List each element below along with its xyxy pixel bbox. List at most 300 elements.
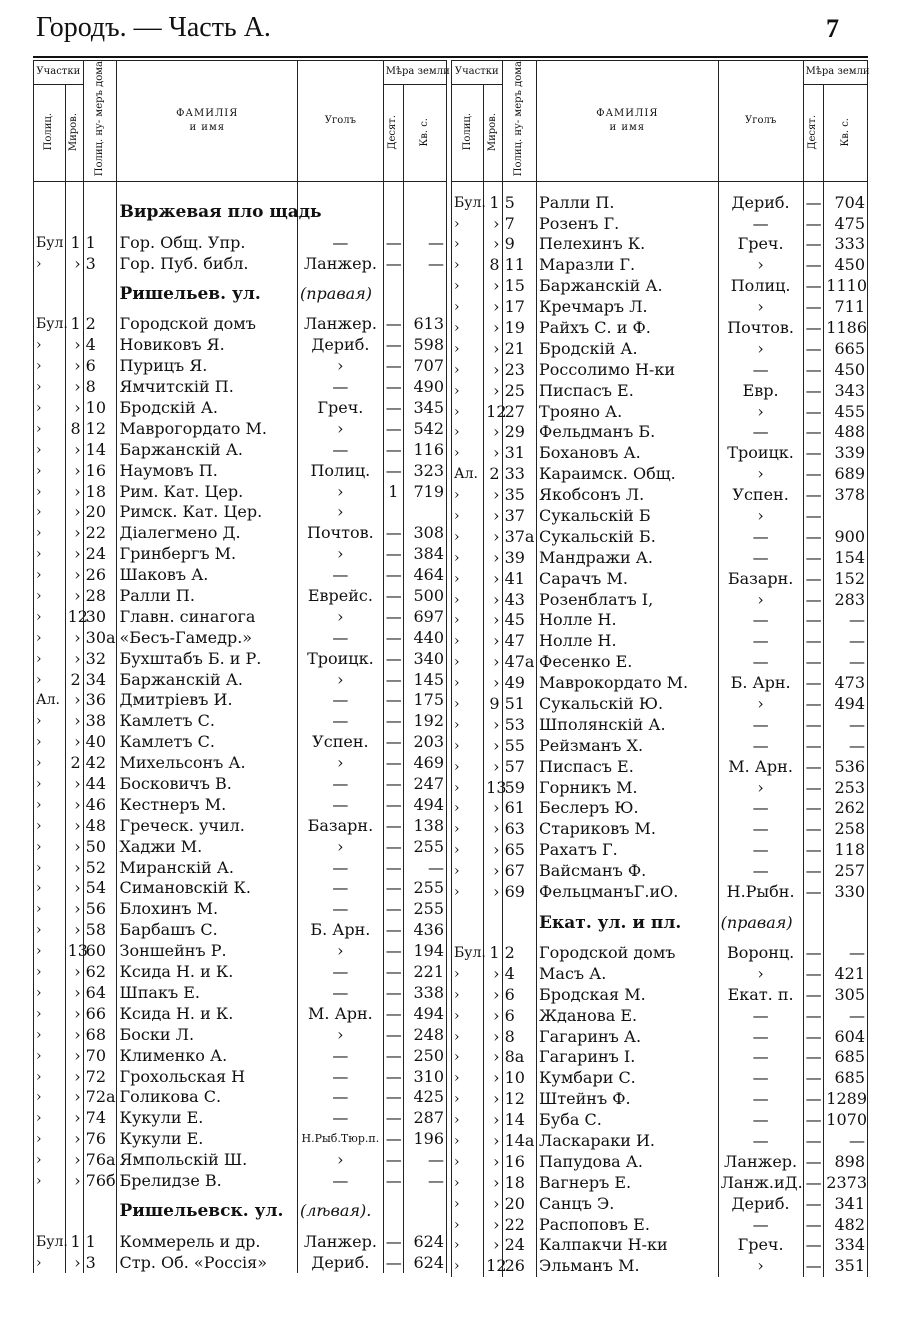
house-number-cell: 72 [83,1066,117,1087]
owner-name-cell: Жданова Е. [537,1005,719,1026]
house-number-cell: 19 [502,318,536,339]
corner-cell: Ланж.иД. [718,1172,803,1193]
register-row [34,1024,447,1045]
desyat-cell: — [803,422,824,443]
desyat-cell: — [803,861,824,882]
register-row [452,506,868,527]
corner-cell: › [298,669,384,690]
area-cell: 343 [824,380,868,401]
corner-cell: — [298,690,384,711]
owner-name-cell: Беслеръ Ю. [537,798,719,819]
uchastok-cell: › [34,669,66,690]
area-cell: 1070 [824,1110,868,1131]
uchastok-cell: › [452,589,484,610]
corner-cell: › [298,356,384,377]
owner-name-cell: Вагнеръ Е. [537,1172,719,1193]
desyat-cell: — [803,1131,824,1152]
register-row [34,253,447,274]
house-number-cell: 69 [502,882,536,903]
desyat-cell: 1 [383,481,403,502]
register-row [34,920,447,941]
register-row [452,882,868,903]
area-cell: 1186 [824,318,868,339]
owner-name-cell: Дмитріевъ И. [117,690,298,711]
house-number-cell: 3 [83,253,117,274]
desyat-cell: — [803,1047,824,1068]
area-cell: 624 [404,1231,447,1252]
register-row [452,359,868,380]
mirov-cell: › [65,1045,83,1066]
area-cell: — [824,610,868,631]
desyat-cell: — [803,1256,824,1277]
owner-name-cell: Главн. синагога [117,606,298,627]
owner-name-cell: Стр. Об. «Россія» [117,1252,298,1273]
area-cell: 283 [824,589,868,610]
house-number-cell: 23 [502,359,536,380]
mirov-cell: 8 [484,255,502,276]
area-cell: 330 [824,882,868,903]
empty-cell [824,903,868,943]
empty-cell [383,182,403,193]
area-cell: 473 [824,673,868,694]
desyat-cell: — [383,941,403,962]
desyat-cell: — [383,232,403,253]
uchastok-cell: › [452,1089,484,1110]
house-number-cell: 27 [502,401,536,422]
area-cell: — [824,652,868,673]
uchastok-cell: › [34,1171,66,1192]
corner-cell: › [298,941,384,962]
desyat-cell: — [803,297,824,318]
area-cell: 384 [404,544,447,565]
col-header-kv-s: Кв. с. [404,84,447,181]
area-cell: 685 [824,1047,868,1068]
desyat-cell: — [383,1150,403,1171]
register-row [34,377,447,398]
owner-name-cell: Писпасъ Е. [537,756,719,777]
desyat-cell: — [383,606,403,627]
street-section-row [34,274,447,314]
corner-cell: Греч. [298,398,384,419]
uchastok-cell: › [34,836,66,857]
register-row [452,380,868,401]
desyat-cell: — [383,1231,403,1252]
mirov-cell: › [65,1150,83,1171]
corner-cell: › [718,589,803,610]
mirov-cell: › [484,1235,502,1256]
uchastok-cell: › [452,1005,484,1026]
owner-name-cell: Ямчитскій П. [117,377,298,398]
house-number-cell: 6 [83,356,117,377]
area-cell: — [404,1150,447,1171]
uchastok-cell: › [452,380,484,401]
desyat-cell: — [383,1108,403,1129]
house-number-cell: 30 [83,606,117,627]
mirov-cell: 13 [484,777,502,798]
col-header-mirov: Миров. [484,84,502,181]
empty-cell [117,182,298,193]
desyat-cell: — [803,1089,824,1110]
uchastok-cell: › [34,983,66,1004]
uchastok-cell: › [34,753,66,774]
register-row [34,1150,447,1171]
register-row [452,673,868,694]
register-row [452,1026,868,1047]
register-row [452,297,868,318]
area-cell: 255 [404,836,447,857]
register-row [34,941,447,962]
area-cell: 333 [824,234,868,255]
corner-cell: — [298,1108,384,1129]
owner-name-cell: Бохановъ А. [537,443,719,464]
corner-cell: — [718,1214,803,1235]
desyat-cell: — [383,920,403,941]
owner-name-cell: Коммерель и др. [117,1231,298,1252]
register-row [452,963,868,984]
corner-cell: Воронц. [718,943,803,964]
house-number-cell: 57 [502,756,536,777]
mirov-cell: › [65,335,83,356]
register-row [34,314,447,335]
col-header-ugol: Уголъ [718,61,803,182]
desyat-cell: — [383,857,403,878]
corner-cell: — [718,422,803,443]
mirov-cell: › [484,798,502,819]
area-cell: 900 [824,526,868,547]
house-number-cell: 60 [83,941,117,962]
register-row [452,777,868,798]
left-register-table [33,60,450,1273]
desyat-cell: — [803,694,824,715]
house-number-cell: 22 [83,523,117,544]
corner-cell: › [298,544,384,565]
register-row [34,460,447,481]
area-cell: 425 [404,1087,447,1108]
area-cell: 310 [404,1066,447,1087]
col-header-polits: Полиц. [452,84,484,181]
mirov-cell: › [484,1214,502,1235]
owner-name-cell: Шаковъ А. [117,565,298,586]
register-row [34,1171,447,1192]
area-cell: — [404,857,447,878]
register-row [34,983,447,1004]
uchastok-cell: › [452,1151,484,1172]
uchastok-cell: › [452,882,484,903]
desyat-cell: — [803,1172,824,1193]
house-number-cell: 21 [502,338,536,359]
area-cell: — [824,714,868,735]
uchastok-cell: › [452,338,484,359]
street-section-row [34,192,447,232]
register-row [452,401,868,422]
desyat-cell: — [803,192,824,213]
corner-cell: Дериб. [718,1193,803,1214]
uchastok-cell: › [34,1150,66,1171]
house-number-cell: 68 [83,1024,117,1045]
corner-cell: Греч. [718,234,803,255]
owner-name-cell: Сукальскій Б [537,506,719,527]
mirov-cell: › [65,356,83,377]
register-row [34,753,447,774]
empty-cell [452,903,484,943]
desyat-cell: — [383,460,403,481]
house-number-cell: 17 [502,297,536,318]
register-row [452,610,868,631]
mirov-cell: › [65,523,83,544]
area-cell: — [824,631,868,652]
desyat-cell: — [803,984,824,1005]
empty-cell [83,1191,117,1231]
empty-cell [83,274,117,314]
uchastok-cell: Бул. [34,314,66,335]
area-cell: 345 [404,398,447,419]
corner-cell: Почтов. [298,523,384,544]
mirov-cell: 2 [65,669,83,690]
uchastok-cell: › [34,774,66,795]
area-cell: 287 [404,1108,447,1129]
corner-cell: — [298,232,384,253]
corner-cell: — [718,652,803,673]
uchastok-cell: › [452,1172,484,1193]
corner-cell: Успен. [298,732,384,753]
area-cell: 711 [824,297,868,318]
house-number-cell: 76б [83,1171,117,1192]
desyat-cell: — [383,1087,403,1108]
area-cell: 450 [824,255,868,276]
register-row [452,984,868,1005]
desyat-cell: — [803,359,824,380]
corner-cell: — [718,819,803,840]
house-number-cell: 42 [83,753,117,774]
desyat-cell: — [803,464,824,485]
col-header-dom-num: Полиц. ну- меръ дома [502,61,536,182]
owner-name-cell: Блохинъ М. [117,899,298,920]
uchastok-cell: › [452,1131,484,1152]
empty-cell [803,182,824,193]
area-cell: 339 [824,443,868,464]
mirov-cell: › [65,815,83,836]
register-row [34,523,447,544]
mirov-cell: › [484,297,502,318]
area-cell: 1289 [824,1089,868,1110]
area-cell: — [404,1171,447,1192]
mirov-cell: › [484,234,502,255]
register-row [34,857,447,878]
mirov-cell: 2 [65,753,83,774]
uchastok-cell: › [452,840,484,861]
spacer-row [452,182,868,193]
register-row [34,794,447,815]
mirov-cell: › [484,213,502,234]
desyat-cell: — [803,526,824,547]
owner-name-cell: Бухштабъ Б. и Р. [117,648,298,669]
mirov-cell: › [65,1129,83,1150]
uchastok-cell: › [452,819,484,840]
corner-cell: — [718,1047,803,1068]
owner-name-cell: ФельцманъГ.иО. [537,882,719,903]
owner-name-cell: Санцъ Э. [537,1193,719,1214]
uchastok-cell: › [452,984,484,1005]
desyat-cell: — [803,1193,824,1214]
house-number-cell: 6 [502,984,536,1005]
register-row [34,1087,447,1108]
empty-cell [65,192,83,232]
uchastok-cell: › [34,962,66,983]
uchastok-cell: › [452,1068,484,1089]
house-number-cell: 47а [502,652,536,673]
register-row [452,943,868,964]
desyat-cell: — [383,711,403,732]
corner-cell: — [298,899,384,920]
register-row [452,1068,868,1089]
owner-name-cell: Маврокордато М. [537,673,719,694]
uchastok-cell: › [452,318,484,339]
house-number-cell: 35 [502,485,536,506]
uchastok-cell: › [34,711,66,732]
desyat-cell: — [383,1171,403,1192]
owner-name-cell: Хаджи М. [117,836,298,857]
uchastok-cell: › [452,234,484,255]
desyat-cell: — [803,443,824,464]
register-row [452,1214,868,1235]
register-row [452,631,868,652]
register-row [452,547,868,568]
register-row [34,774,447,795]
house-number-cell: 14а [502,1131,536,1152]
owner-name-cell: Кукули Е. [117,1129,298,1150]
house-number-cell: 12 [502,1089,536,1110]
owner-name-cell: Баржанскій А. [117,439,298,460]
desyat-cell: — [383,983,403,1004]
corner-cell: Евр. [718,380,803,401]
owner-name-cell: Ралли П. [117,586,298,607]
desyat-cell: — [803,714,824,735]
owner-name-cell: Маврогордато М. [117,418,298,439]
uchastok-cell: › [452,213,484,234]
desyat-cell: — [383,815,403,836]
corner-cell: — [718,798,803,819]
street-name: Ришельевск. ул. [117,1191,298,1231]
col-header-desyat: Десят. [383,84,403,181]
desyat-cell: — [383,1024,403,1045]
uchastok-cell: › [452,547,484,568]
empty-cell [65,1191,83,1231]
mirov-cell: › [65,690,83,711]
house-number-cell: 8 [502,1026,536,1047]
corner-cell: › [718,694,803,715]
owner-name-cell: Симановскій К. [117,878,298,899]
corner-cell: — [298,774,384,795]
owner-name-cell: Буба С. [537,1110,719,1131]
corner-cell: Н.Рыб.Тюр.п. [298,1129,384,1150]
mirov-cell: › [484,276,502,297]
house-number-cell: 51 [502,694,536,715]
corner-cell: — [718,714,803,735]
mirov-cell: › [65,836,83,857]
uchastok-cell: › [452,1214,484,1235]
owner-name-cell: Камлетъ С. [117,732,298,753]
uchastok-cell: › [34,732,66,753]
desyat-cell: — [383,899,403,920]
house-number-cell: 49 [502,673,536,694]
col-header-kv-s: Кв. с. [824,84,868,181]
uchastok-cell: › [452,422,484,443]
mirov-cell: 1 [65,314,83,335]
area-cell: 196 [404,1129,447,1150]
desyat-cell: — [803,234,824,255]
owner-name-cell: Зоншейнъ Р. [117,941,298,962]
empty-cell [34,1191,66,1231]
owner-name-cell: Кестнеръ М. [117,794,298,815]
owner-name-cell: Мандражи А. [537,547,719,568]
area-cell: 250 [404,1045,447,1066]
area-cell: 665 [824,338,868,359]
house-number-cell: 63 [502,819,536,840]
corner-cell: › [718,297,803,318]
register-row [452,255,868,276]
register-row [452,1110,868,1131]
empty-cell [83,182,117,193]
house-number-cell: 25 [502,380,536,401]
register-row [452,485,868,506]
register-row [34,586,447,607]
owner-name-cell: Рейзманъ Х. [537,735,719,756]
corner-cell: › [718,777,803,798]
col-header-desyat: Десят. [803,84,824,181]
uchastok-cell: › [34,857,66,878]
owner-name-cell: Штейнъ Ф. [537,1089,719,1110]
corner-cell: › [298,1024,384,1045]
uchastok-cell: › [452,1026,484,1047]
corner-cell: Б. Арн. [298,920,384,941]
house-number-cell: 41 [502,568,536,589]
house-number-cell: 7 [502,213,536,234]
house-number-cell: 12 [83,418,117,439]
uchastok-cell: › [34,586,66,607]
uchastok-cell: Бул [34,232,66,253]
house-number-cell: 45 [502,610,536,631]
corner-cell: › [298,606,384,627]
mirov-cell: 1 [484,192,502,213]
uchastok-cell: › [34,899,66,920]
area-cell: — [824,1131,868,1152]
owner-name-cell: Якобсонъ Л. [537,485,719,506]
area-cell: 689 [824,464,868,485]
area-cell: 351 [824,1256,868,1277]
empty-cell [484,182,502,193]
uchastok-cell: › [452,631,484,652]
mirov-cell: › [484,861,502,882]
desyat-cell: — [803,777,824,798]
house-number-cell: 4 [83,335,117,356]
area-cell: 247 [404,774,447,795]
empty-cell [718,182,803,193]
mirov-cell: 2 [484,464,502,485]
uchastok-cell: › [452,777,484,798]
corner-cell: Полиц. [298,460,384,481]
area-cell: 685 [824,1068,868,1089]
area-cell: 305 [824,984,868,1005]
corner-cell: — [718,631,803,652]
house-number-cell: 53 [502,714,536,735]
register-row [34,1045,447,1066]
corner-cell: Еврейс. [298,586,384,607]
owner-name-cell: Трояно А. [537,401,719,422]
empty-cell [383,274,403,314]
owner-name-cell: Баржанскій А. [117,669,298,690]
mirov-cell: › [65,565,83,586]
owner-name-cell: Ямпольскій Ш. [117,1150,298,1171]
